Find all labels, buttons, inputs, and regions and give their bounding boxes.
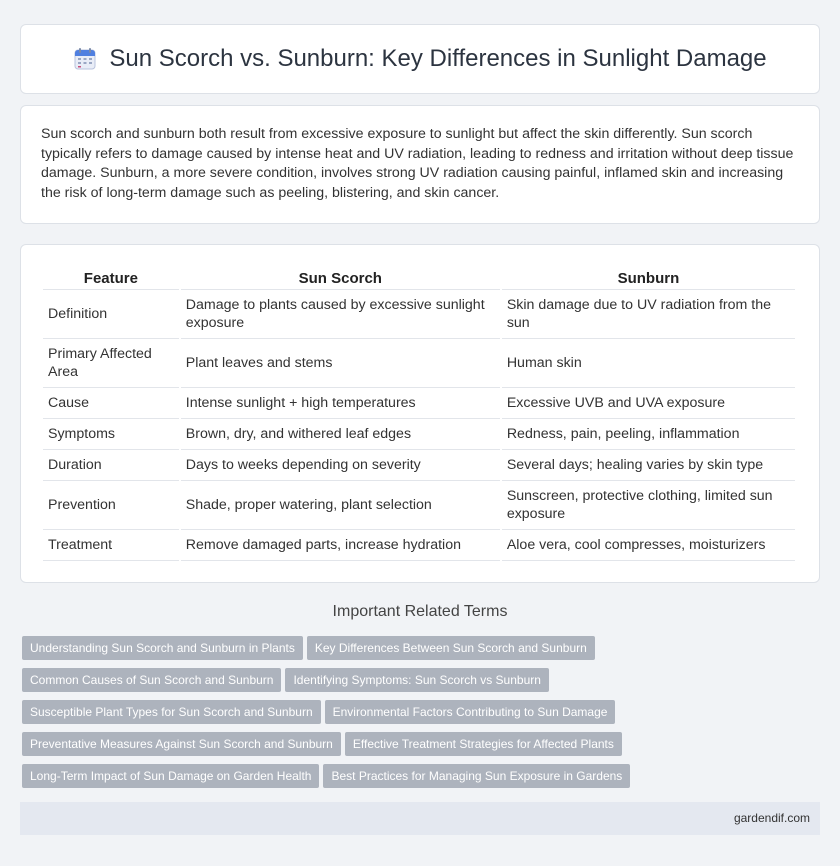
feature-cell: Symptoms [43, 419, 179, 450]
related-term-link[interactable]: Understanding Sun Scorch and Sunburn in Plants [22, 636, 303, 660]
page-title: Sun Scorch vs. Sunburn: Key Differences in Sunlight Damage [109, 45, 767, 72]
sunburn-cell: Several days; healing varies by skin type [502, 450, 795, 481]
related-term-link[interactable]: Preventative Measures Against Sun Scorch and Sunburn [22, 732, 341, 756]
sun-scorch-cell: Days to weeks depending on severity [181, 450, 500, 481]
table-row [43, 419, 795, 450]
sunburn-cell: Redness, pain, peeling, inflammation [502, 419, 795, 450]
table-row [43, 450, 795, 481]
intro-paragraph: Sun scorch and sunburn both result from excessive exposure to sunlight but affect the skin differently. Sun scorch typically refers to damage caused by intense heat and UV radiation, leading to redness and irritation without deep tissue damage. Sunburn, a more severe condition, involves strong UV radiation causing painful, inflamed skin and increasing the risk of long-term damage such as peeling, blistering, and skin cancer. [41, 126, 794, 201]
table-row [43, 388, 795, 419]
header-card [20, 24, 820, 94]
related-terms-list [22, 636, 812, 796]
related-term-link[interactable]: Effective Treatment Strategies for Affected Plants [345, 732, 622, 756]
sun-scorch-cell: Damage to plants caused by excessive sunlight exposure [181, 290, 500, 339]
feature-cell: Cause [43, 388, 179, 419]
site-link[interactable]: gardendif.com [733, 811, 810, 825]
calendar-icon [73, 47, 97, 71]
sun-scorch-cell: Plant leaves and stems [181, 339, 500, 388]
sunburn-cell: Excessive UVB and UVA exposure [502, 388, 795, 419]
related-term-link[interactable]: Key Differences Between Sun Scorch and Sunburn [307, 636, 595, 660]
sun-scorch-cell: Remove damaged parts, increase hydration [181, 530, 500, 561]
footer [20, 802, 820, 835]
feature-cell: Primary Affected Area [43, 339, 179, 388]
table-row [43, 481, 795, 530]
sunburn-cell: Human skin [502, 339, 795, 388]
sunburn-cell: Sunscreen, protective clothing, limited sun exposure [502, 481, 795, 530]
related-term-link[interactable]: Common Causes of Sun Scorch and Sunburn [22, 668, 281, 692]
feature-cell: Duration [43, 450, 179, 481]
column-header: Sun Scorch [181, 265, 500, 290]
feature-cell: Definition [43, 290, 179, 339]
table-row [43, 290, 795, 339]
related-term-link[interactable]: Susceptible Plant Types for Sun Scorch and Sunburn [22, 700, 321, 724]
intro-card [20, 105, 820, 224]
related-term-link[interactable]: Best Practices for Managing Sun Exposure in Gardens [323, 764, 630, 788]
related-terms-title: Important Related Terms [332, 603, 508, 620]
column-header: Sunburn [502, 265, 795, 290]
sunburn-cell: Aloe vera, cool compresses, moisturizers [502, 530, 795, 561]
related-term-link[interactable]: Long-Term Impact of Sun Damage on Garden Health [22, 764, 319, 788]
related-term-link[interactable]: Environmental Factors Contributing to Sun Damage [325, 700, 616, 724]
table-header-row [43, 265, 795, 290]
comparison-table [41, 265, 797, 561]
sun-scorch-cell: Shade, proper watering, plant selection [181, 481, 500, 530]
table-row [43, 530, 795, 561]
feature-cell: Prevention [43, 481, 179, 530]
sunburn-cell: Skin damage due to UV radiation from the sun [502, 290, 795, 339]
sun-scorch-cell: Intense sunlight + high temperatures [181, 388, 500, 419]
column-header: Feature [43, 265, 179, 290]
feature-cell: Treatment [43, 530, 179, 561]
table-row [43, 339, 795, 388]
related-term-link[interactable]: Identifying Symptoms: Sun Scorch vs Sunburn [285, 668, 548, 692]
comparison-card [20, 244, 820, 583]
sun-scorch-cell: Brown, dry, and withered leaf edges [181, 419, 500, 450]
